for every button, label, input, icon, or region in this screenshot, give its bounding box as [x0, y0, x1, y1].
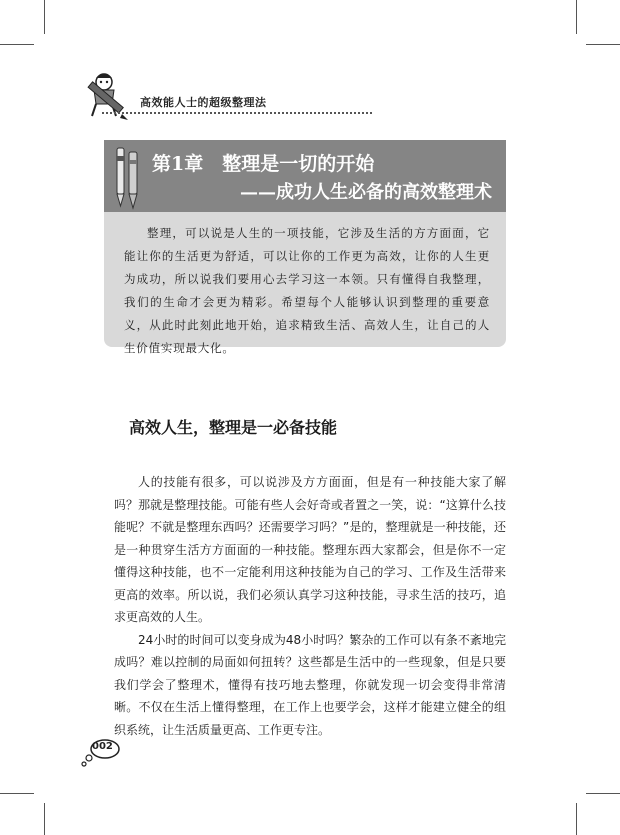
crop-mark [586, 793, 620, 794]
section-title: 高效人生，整理是一必备技能 [129, 418, 338, 437]
body-paragraph: 24小时的时间可以变身成为48小时吗？繁杂的工作可以有条不紊地完成吗？难以控制的局面如何扭转？这些都是生活中的一些现象，但是只要我们学会了整理术，懂得有技巧地去整理，你就发现一切会变得非常清晰。不仅在生活上懂得整理，在工作上也要学会，这样才能建立健全的组织系统，让生活质量更高、工作更专注。 [114, 632, 506, 737]
chapter-heading-band [104, 140, 506, 212]
header-dotted-rule [102, 112, 372, 114]
chapter-title: 第1章 整理是一切的开始 [152, 153, 375, 175]
crop-mark [576, 803, 577, 835]
pens-icon [114, 146, 144, 210]
crop-mark [0, 793, 34, 794]
crop-mark [586, 44, 620, 45]
page-number: 002 [92, 741, 113, 752]
running-header-title: 高效能人士的超级整理法 [140, 96, 267, 109]
chapter-box [104, 140, 506, 355]
crop-mark [0, 44, 34, 45]
body-text [114, 471, 506, 741]
chapter-subtitle: ——成功人生必备的高效整理术 [240, 182, 492, 203]
chapter-intro: 整理，可以说是人生的一项技能，它涉及生活的方方面面，它能让你的生活更为舒适，可以让你的工作更为高效，让你的人生更为成功，所以说我们要用心去学习这一本领。只有懂得自我整理，我们的生命才会更为精彩。希望每个人能够认识到整理的重要意义，从此时此刻此地开始，追求精致生活、高效人生，让自己的人生价值实现最大化。 [124, 226, 490, 355]
running-header [82, 70, 382, 120]
crop-mark [44, 0, 45, 34]
crop-mark [576, 0, 577, 34]
crop-mark [44, 803, 45, 835]
body-paragraph: 人的技能有很多，可以说涉及方方面面，但是有一种技能大家了解吗？那就是整理技能。可能有些人会好奇或者置之一笑，说：“这算什么技能呢？不就是整理东西吗？还需要学习吗？”是的，整理就是一种技能，还是一种贯穿生活方方面面的一种技能。整理东西大家都会，但是你不一定懂得这种技能，也不一定能利用这种技能为自己的学习、工作及生活带来更高的效率。所以说，我们必须认真学习这种技能，寻求生活的技巧，追求更高效的人生。 [114, 475, 506, 624]
